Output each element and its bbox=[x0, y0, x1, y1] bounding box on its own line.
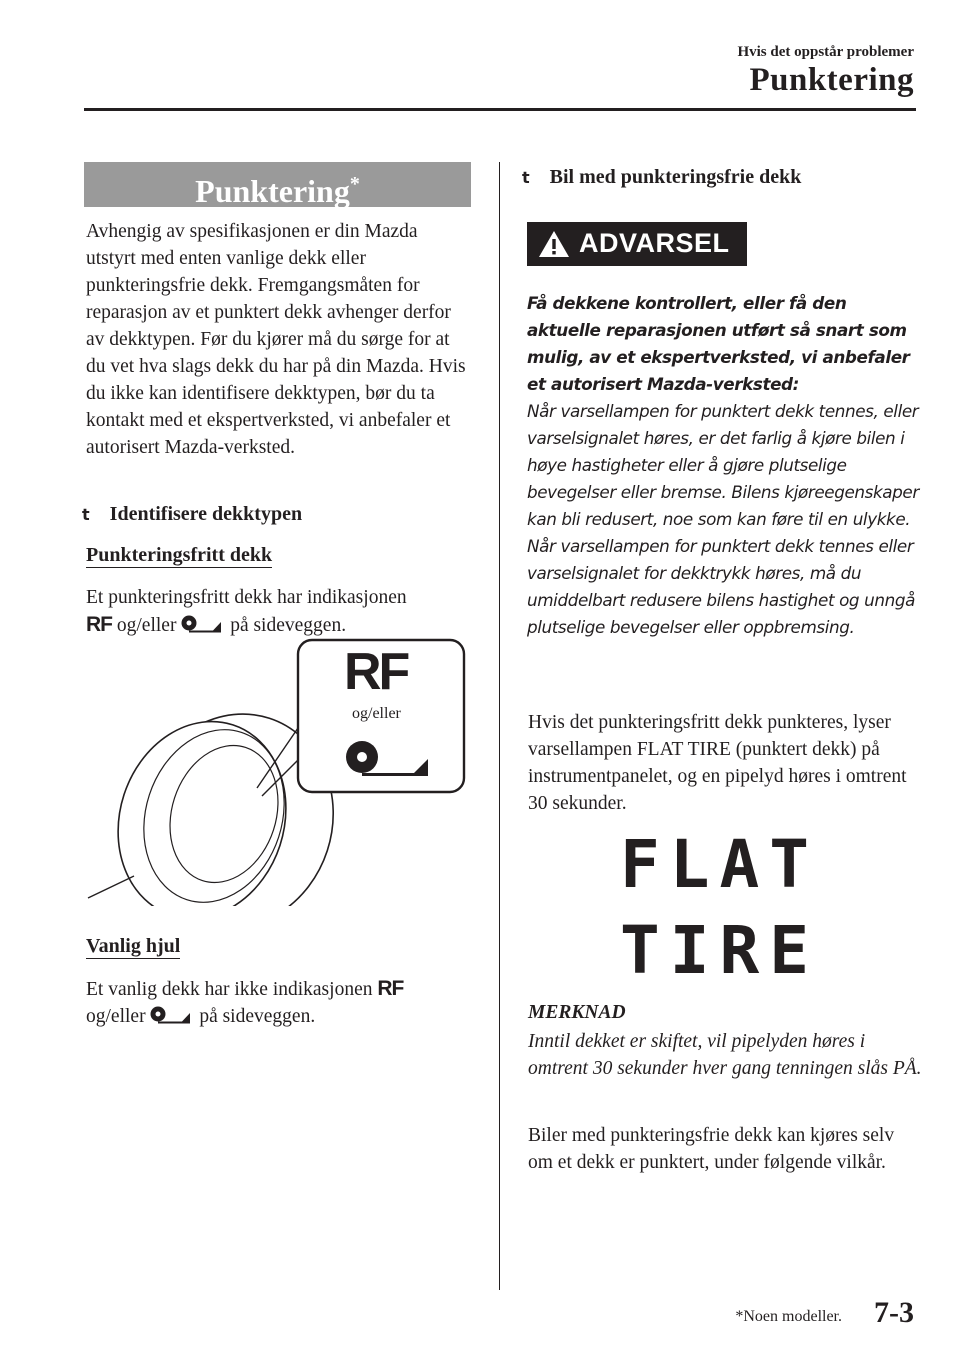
figure-rf-label: RF bbox=[344, 643, 408, 701]
section-title: Punktering bbox=[195, 173, 350, 209]
note-text: Inntil dekket er skiftet, vil pipelyden høres i omtrent 30 sekunder hver gang tenningen slås PÅ. bbox=[528, 1031, 922, 1079]
heading-marker: t bbox=[82, 505, 90, 524]
heading-marker-2: t bbox=[522, 168, 530, 187]
subheading-regular-text: Vanlig hjul bbox=[86, 935, 181, 957]
footnote-mark: * bbox=[349, 173, 360, 195]
intro-paragraph: Avhengig av spesifikasjonen er din Mazda utstyrt med enten vanlige dekk eller punkteringsfrie dekk. Fremgangsmåten for reparasjon av et punktert dekk avhenger derfor av dekktypen. Før du kjører må du sørge for at du vet hva slags dekk du har på din Mazda. Hvis du ikke kan identifisere dekktypen, bør du ta kontakt med et ekspertverksted, vi anbefaler et autorisert Mazda-verksted. bbox=[86, 221, 466, 458]
flat-tire-line-1: FLAT bbox=[620, 826, 819, 903]
warning-badge bbox=[527, 222, 747, 266]
flat-tire-paragraph: Hvis det punkteringsfritt dekk punkteres, lyser varsellampen FLAT TIRE (punktert dekk) på instrumentpanelet, og en pipelyd høres i omtrent 30 sekunder. bbox=[528, 712, 907, 814]
warning-paragraph-1: Når varsellampen for punktert dekk tennes, eller varselsignalet høres, er det farlig å kjøre bilen i høye hastigheter eller å gjøre plutselige bevegelser eller bremse. Bilens kjøreegenskaper kan bli redusert, noe som kan føre til en ulykke. bbox=[527, 401, 919, 529]
runflat-text-b: og/eller bbox=[116, 615, 177, 636]
regular-paragraph bbox=[86, 975, 481, 1032]
warning-label: ADVARSEL bbox=[579, 228, 730, 258]
column-divider bbox=[499, 162, 500, 1290]
runflat-tire-icon-2 bbox=[150, 1004, 194, 1032]
rf-mark-icon-2: RF bbox=[377, 977, 404, 1000]
tire-figure bbox=[84, 636, 474, 906]
section-banner bbox=[84, 162, 471, 207]
header-rule bbox=[84, 108, 916, 111]
note-title: MERKNAD bbox=[528, 1002, 626, 1023]
subheading-regular bbox=[86, 935, 180, 958]
subheading-runflat bbox=[86, 544, 272, 567]
footnote: *Noen modeller. bbox=[735, 1308, 842, 1325]
runflat-text-c: på sideveggen. bbox=[230, 615, 347, 636]
final-paragraph: Biler med punkteringsfrie dekk kan kjøres selv om et dekk er punktert, under følgende vilkår. bbox=[528, 1125, 895, 1173]
flat-tire-line-2: TIRE bbox=[620, 912, 819, 989]
regular-text-b: og/eller bbox=[86, 1006, 146, 1027]
chapter-title: Hvis det oppstår problemer bbox=[737, 44, 914, 60]
warning-paragraph-2: Når varsellampen for punktert dekk tennes eller varselsignalet for dekktrykk høres, må du umiddelbart redusere bilens hastighet og unngå plutselige bevegelser eller oppbremsing. bbox=[527, 536, 915, 637]
runflat-text-a: Et punkteringsfritt dekk har indikasjonen bbox=[86, 587, 407, 608]
runflat-paragraph bbox=[86, 584, 476, 641]
page-title: Punktering bbox=[749, 62, 914, 98]
heading-identify-text: Identifisere dekktypen bbox=[109, 503, 303, 525]
heading-identify bbox=[82, 503, 302, 526]
warning-bold-text: Få dekkene kontrollert, eller få den aktuelle reparasjonen utført så snart som mulig, av et ekspertverksted, vi anbefaler et autorisert Mazda-verksted: bbox=[527, 293, 910, 394]
regular-text-a: Et vanlig dekk har ikke indikasjonen bbox=[86, 979, 373, 1000]
regular-text-c: på sideveggen. bbox=[199, 1006, 316, 1027]
warning-body bbox=[527, 290, 922, 641]
heading-runflat-car-text: Bil med punkteringsfrie dekk bbox=[549, 166, 802, 188]
warning-triangle-icon bbox=[537, 229, 571, 259]
flat-tire-indicator-icon bbox=[620, 822, 830, 994]
page-number: 7-3 bbox=[874, 1296, 914, 1329]
rf-mark-icon: RF bbox=[86, 613, 112, 636]
figure-or-label: og/eller bbox=[352, 705, 401, 722]
heading-runflat-car bbox=[522, 166, 801, 189]
subheading-runflat-text: Punkteringsfritt dekk bbox=[86, 544, 273, 566]
